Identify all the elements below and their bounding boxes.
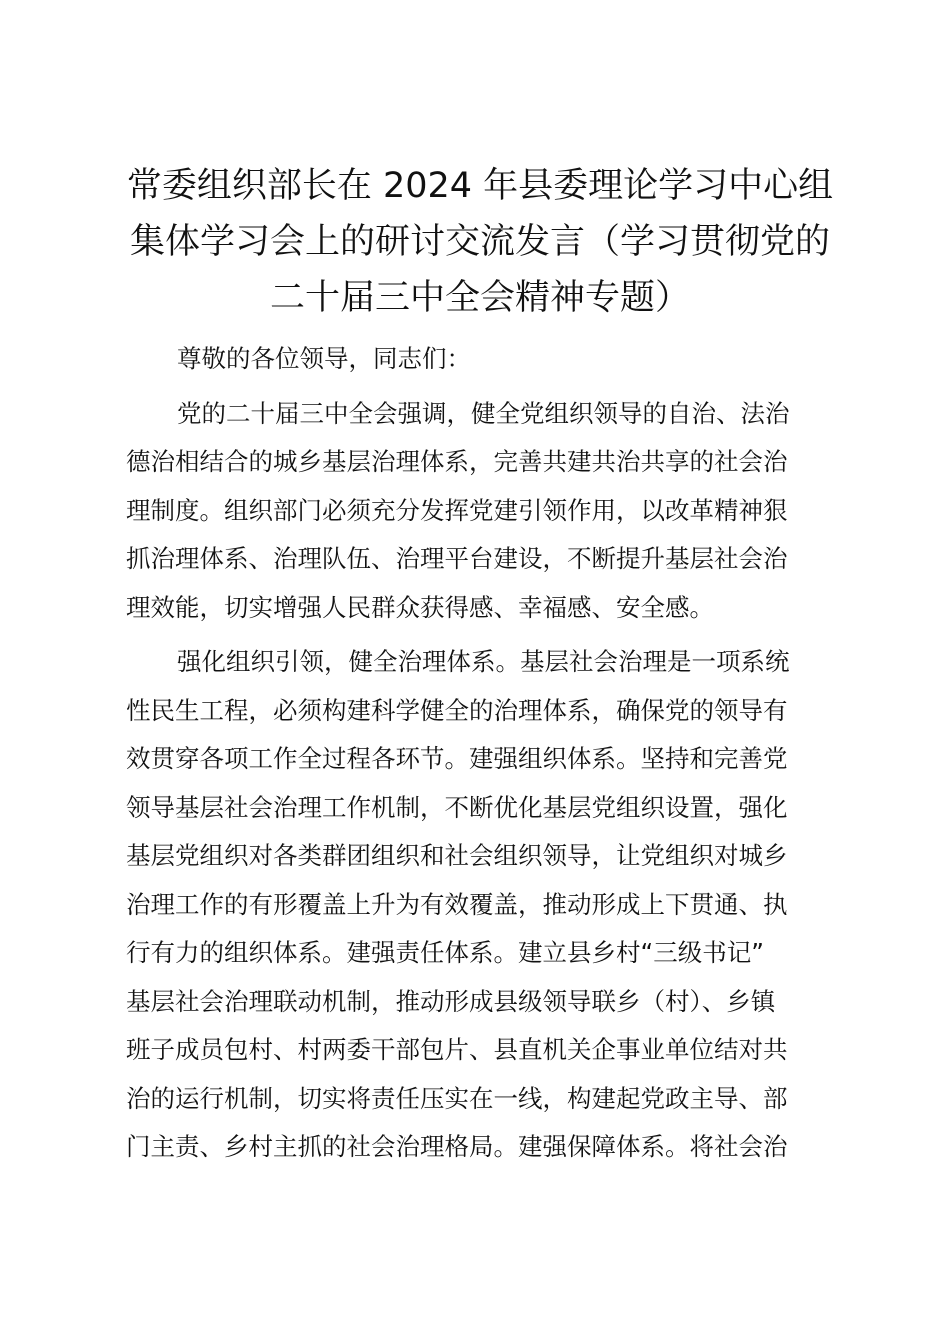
paragraph-line: 治的运行机制，切实将责任压实在一线，构建起党政主导、部 (126, 1083, 788, 1113)
paragraph-line: 领导基层社会治理工作机制，不断优化基层党组织设置，强化 (126, 792, 788, 822)
paragraph-line: 理制度。组织部门必须充分发挥党建引领作用，以改革精神狠 (126, 495, 788, 525)
paragraph-line: 理效能，切实增强人民群众获得感、幸福感、安全感。 (126, 592, 714, 622)
paragraph-line: 党的二十届三中全会强调，健全党组织领导的自治、法治 (177, 398, 790, 428)
paragraph-line: 德治相结合的城乡基层治理体系，完善共建共治共享的社会治 (126, 447, 788, 476)
paragraph-line: 门主责、乡村主抓的社会治理格局。建强保障体系。将社会治 (126, 1132, 788, 1161)
title-line: 常委组织部长在 2024 年县委理论学习中心组 (126, 166, 834, 206)
salutation: 尊敬的各位领导，同志们： (177, 344, 471, 373)
paragraph-2 (126, 638, 832, 1172)
paragraph-line: 性民生工程，必须构建科学健全的治理体系，确保党的领导有 (126, 695, 788, 725)
document-title (120, 158, 840, 326)
paragraph-line: 治理工作的有形覆盖上升为有效覆盖，推动形成上下贯通、执 (126, 889, 788, 919)
paragraph-line: 效贯穿各项工作全过程各环节。建强组织体系。坚持和完善党 (126, 744, 788, 773)
paragraph-line: 抓治理体系、治理队伍、治理平台建设，不断提升基层社会治 (126, 544, 788, 573)
document-body (126, 335, 832, 1172)
paragraph-line: 班子成员包村、村两委干部包片、县直机关企事业单位结对共 (126, 1035, 788, 1064)
title-line: 二十届三中全会精神专题） (269, 278, 690, 318)
paragraph-line: 基层社会治理联动机制，推动形成县级领导联乡（村）、乡镇 (126, 986, 776, 1016)
paragraph-line: 强化组织引领，健全治理体系。基层社会治理是一项系统 (177, 647, 790, 676)
title-line: 集体学习会上的研讨交流发言（学习贯彻党的 (129, 222, 830, 262)
paragraph-line: 行有力的组织体系。建强责任体系。建立县乡村“三级书记” (126, 938, 764, 967)
paragraph-line: 基层党组织对各类群团组织和社会组织领导，让党组织对城乡 (126, 841, 788, 870)
paragraph-1 (126, 390, 832, 633)
